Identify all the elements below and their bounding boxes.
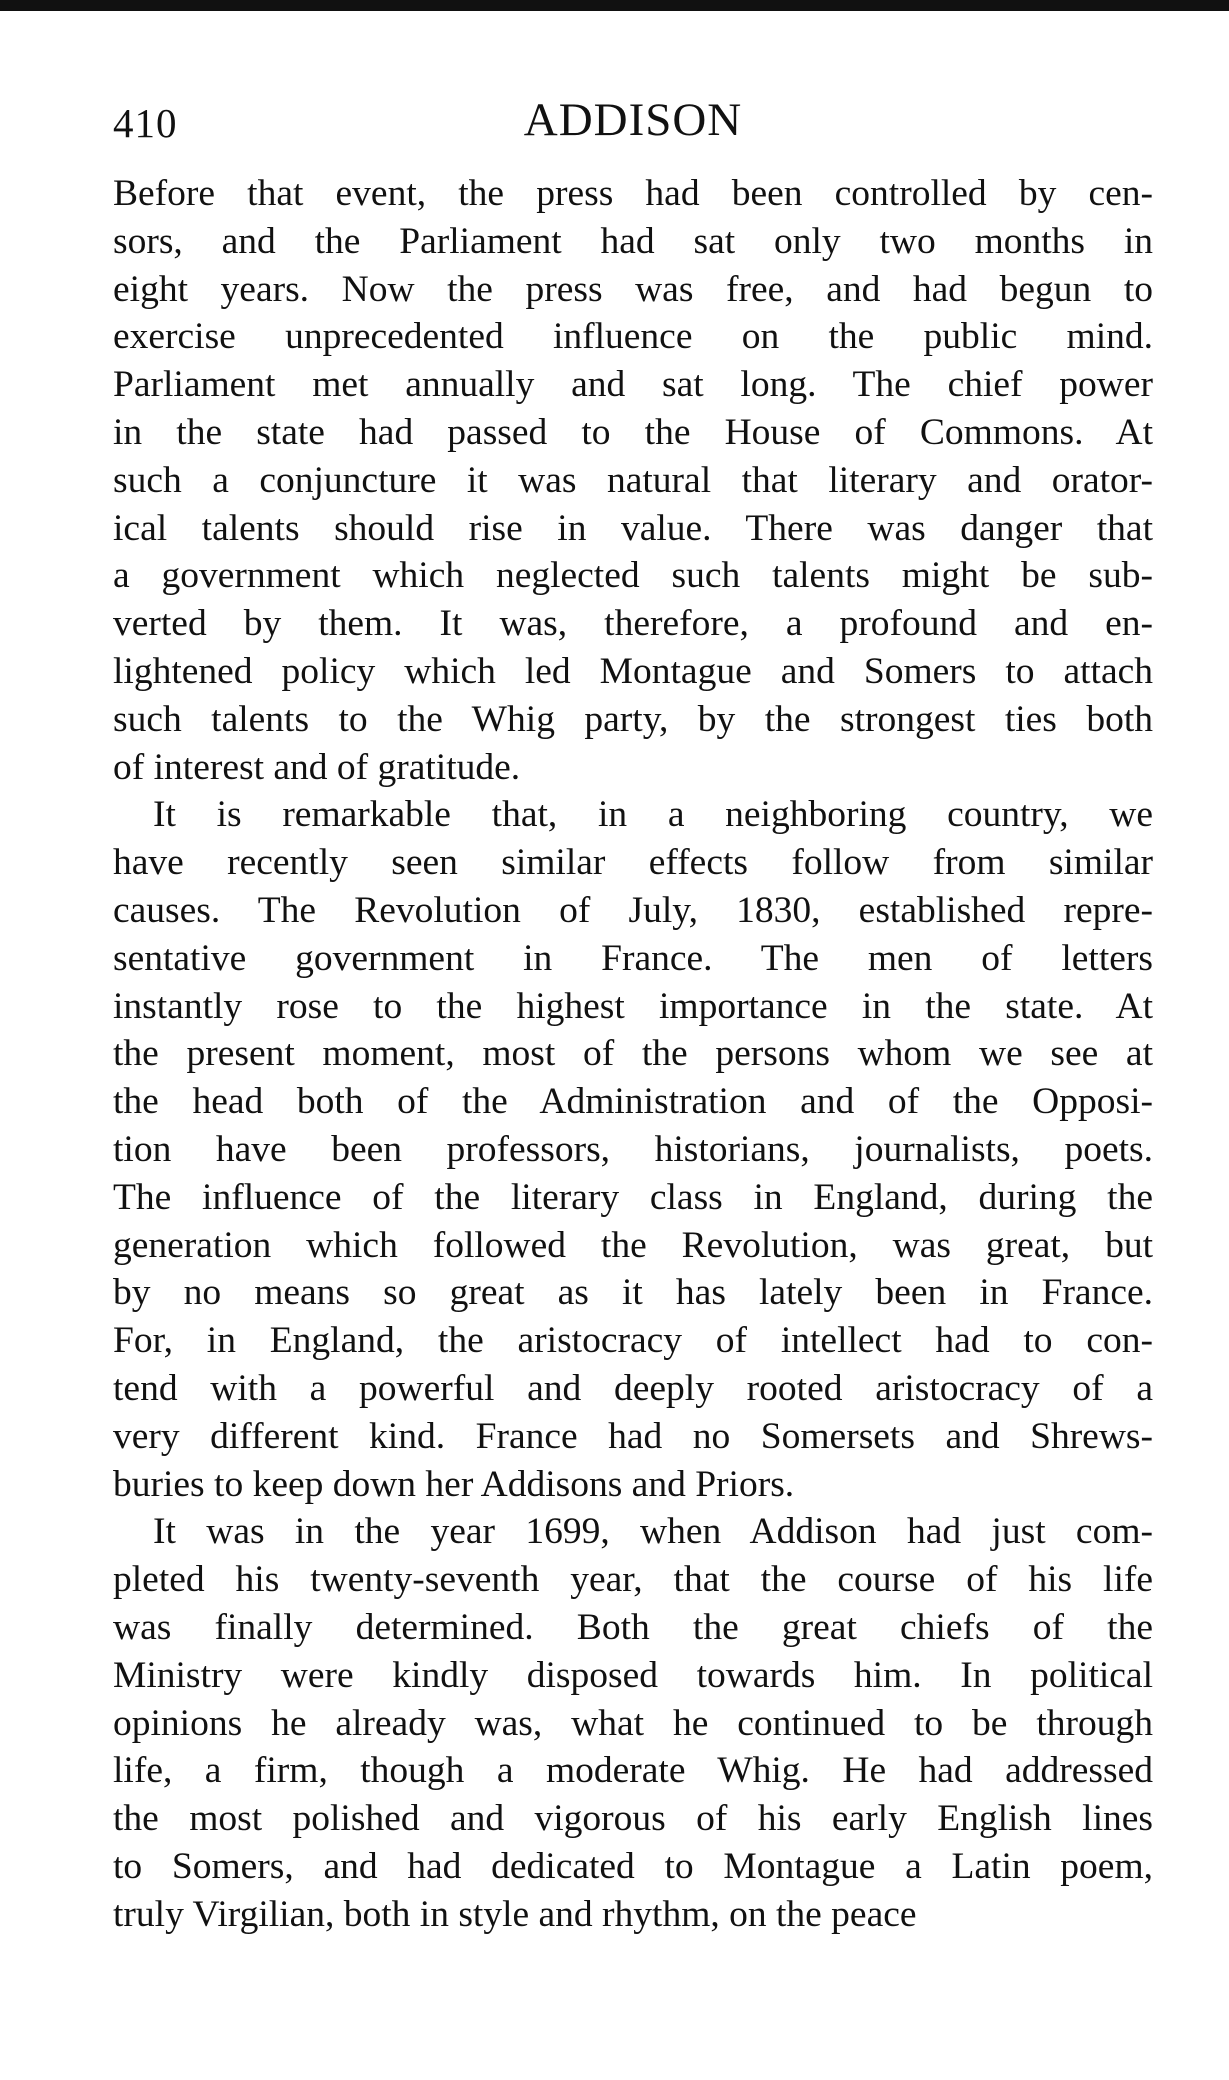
- running-title: ADDISON: [523, 94, 743, 146]
- text-line: by no means so great as it has lately been in France.: [113, 1272, 1153, 1314]
- text-line: such talents to the Whig party, by the strongest ties both: [113, 698, 1153, 740]
- text-line: It is remarkable that, in a neighboring country, we: [153, 794, 1153, 836]
- text-line: to Somers, and had dedicated to Montague a Latin poem,: [113, 1845, 1153, 1887]
- text-line: pleted his twenty-seventh year, that the course of his life: [113, 1559, 1153, 1601]
- text-line: exercise unprecedented influence on the public mind.: [113, 316, 1153, 358]
- text-line: sentative government in France. The men of letters: [113, 937, 1153, 979]
- text-line: sors, and the Parliament had sat only two months in: [113, 220, 1153, 262]
- text-line: was finally determined. Both the great chiefs of the: [113, 1606, 1153, 1648]
- paragraph: [113, 791, 1153, 1508]
- paragraph: [113, 1508, 1153, 1938]
- text-line: opinions he already was, what he continued to be through: [113, 1702, 1153, 1744]
- text-line: tion have been professors, historians, journalists, poets.: [113, 1128, 1153, 1170]
- text-line: tend with a powerful and deeply rooted aristocracy of a: [113, 1367, 1153, 1409]
- text-line: such a conjuncture it was natural that literary and orator-: [113, 459, 1153, 501]
- text-line: generation which followed the Revolution, was great, but: [113, 1224, 1153, 1266]
- body-text: [113, 170, 1153, 1938]
- running-head: [113, 93, 1153, 153]
- text-line: of interest and of gratitude.: [113, 746, 521, 788]
- text-line: eight years. Now the press was free, and had begun to: [113, 268, 1153, 310]
- text-line: Parliament met annually and sat long. The chief power: [113, 364, 1153, 406]
- text-line: Ministry were kindly disposed towards him. In political: [113, 1654, 1153, 1696]
- text-line: the most polished and vigorous of his early English lines: [113, 1798, 1153, 1840]
- text-line: in the state had passed to the House of Commons. At: [113, 411, 1153, 453]
- text-line: the head both of the Administration and of the Opposi-: [113, 1081, 1153, 1123]
- text-line: The influence of the literary class in England, during the: [113, 1176, 1153, 1218]
- page-number: 410: [113, 100, 178, 146]
- text-line: instantly rose to the highest importance in the state. At: [113, 985, 1153, 1027]
- text-line: truly Virgilian, both in style and rhythm, on the peace: [113, 1893, 917, 1935]
- text-line: ical talents should rise in value. There was danger that: [113, 507, 1153, 549]
- text-line: causes. The Revolution of July, 1830, established repre-: [113, 889, 1153, 931]
- text-line: Before that event, the press had been controlled by cen-: [113, 173, 1153, 214]
- text-line: the present moment, most of the persons whom we see at: [113, 1033, 1153, 1075]
- paragraph: [113, 170, 1153, 791]
- text-line: For, in England, the aristocracy of intellect had to con-: [113, 1320, 1153, 1362]
- text-line: It was in the year 1699, when Addison had just com-: [153, 1511, 1153, 1553]
- text-line: lightened policy which led Montague and Somers to attach: [113, 650, 1153, 692]
- text-line: very different kind. France had no Somersets and Shrews-: [113, 1415, 1153, 1457]
- text-line: have recently seen similar effects follow from similar: [113, 842, 1153, 884]
- text-line: verted by them. It was, therefore, a profound and en-: [113, 603, 1153, 645]
- top-border-rule: [0, 0, 1229, 11]
- text-line: a government which neglected such talents might be sub-: [113, 555, 1153, 597]
- text-line: life, a firm, though a moderate Whig. He had addressed: [113, 1750, 1153, 1792]
- text-line: buries to keep down her Addisons and Priors.: [113, 1463, 795, 1505]
